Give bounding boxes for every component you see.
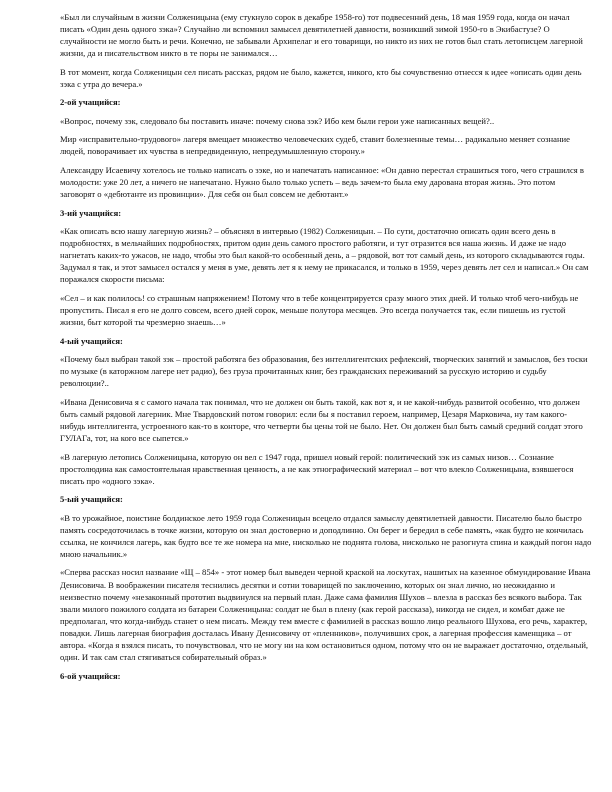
paragraph: «Сперва рассказ носил название «Щ – 854» - этот номер был выведен черной краской на лоскутах, нашитых на казенное обмундирование Ивана Денисовича. В воображении писателя теснились десятки и сотни товарищей по заключению, которых он знал лично, но неожиданно и неизвестно почему «незаконный прототип выдвинулся на первый план. Даже сама фамилия Шухов – влезла в рассказ без всякого выбора. Так звали милого пожилого солдата из батареи Солженицына: солдат не был в плену (как герой рассказа), никогда не сидел, и комбат даже не предполагал, что когда-нибудь станет о нем писать. Между тем вместе с фамилией в рассказ вошло лицо реального Шухова, его речь, характер, повадки. Лишь лагерная биография досталась Ивану Денисовичу от «пленников», получивших срок, а лагерная профессия каменщика – от автора. «Когда я взялся писать, то почувствовал, что не могу ни на ком остановиться одном, потому что он не выражает достаточно, отдельный, один. И так сам стал стягиваться собирательный образ.»	[60, 567, 591, 663]
paragraph: «Ивана Денисовича я с самого начала так понимал, что не должен он быть такой, как вот я, и не какой-нибудь развитой особенно, что должен быть самый рядовой лагерник. Мне Твардовский потом говорил: если бы я поставил героем, например, Цезаря Марковича, ну там какого-нибудь интеллигента, устроенного как-то в конторе, что четверти бы цены той не было. Нет. Он должен был быть самый средний солдат этого ГУЛАГа, тот, на кого все сыпется.»	[60, 396, 583, 444]
paragraph: В тот момент, когда Солженицын сел писать рассказ, рядом не было, кажется, никого, кто бы сочувственно отнесся к идее «описать один день зэка с утра до вечера.»	[60, 66, 582, 89]
section-heading: 5-ый учащийся:	[60, 494, 123, 505]
section-heading: 2-ой учащийся:	[60, 97, 121, 108]
paragraph: «Был ли случайным в жизни Солженицына (ему стукнуло сорок в декабре 1958-го) тот подвесенний день, 18 мая 1959 года, когда он начал писать «Один день одного зэка»? Случайно ли вспомнил замысел девятилетней давности, возникший зимой 1950-го в Экибастузе? О случайности не могло быть и речи. Конечно, не забывали Архипелаг и его товарищи, но никто из них не готов был стать летописцем лагерной жизни, да и писательством никто в те поры не занимался…	[60, 12, 583, 59]
section-heading: 6-ой учащийся:	[60, 670, 121, 681]
paragraph: «Сел – и как полилось! со страшным напряжением! Потому что в тебе концентрируется сразу много этих дней. И только чтоб чего-нибудь не пропустить. Писал я его не долго совсем, всего дней сорок, меньше полутора месяцев. Это всегда получается так, если пишешь из густой жизни, быт которой ты чрезмерно знаешь…»	[60, 292, 579, 328]
section-heading: 4-ый учащийся:	[60, 335, 123, 346]
section-heading: 3-ий учащийся:	[60, 207, 122, 218]
paragraph: «В то урожайное, поистине болдинское лето 1959 года Солженицын всецело отдался замыслу девятилетней давности. Писателю было быстро память сосредоточилась в точке жизни, которую он знал достоверно и доподлинно. Он берег и бередил в себе память, «как будто не кончилась ссылка, не кончился лагерь, как будто все те же номера на мне, нисколько не поднята голова, нисколько не разогнута спина и каждый погон надо мною начальник.»	[60, 512, 592, 559]
paragraph: «Вопрос, почему зэк, следовало бы поставить иначе: почему снова зэк? Ибо кем были герои уже написанных вещей?..	[60, 115, 495, 126]
paragraph: Мир «исправительно-трудового» лагеря вмещает множество человеческих судеб, ставит болезненные темы… радикально меняет сознание людей, поворачивает их чувства в непредвиденную, непредумышленную сторону.»	[60, 134, 570, 157]
paragraph: Александру Исаевичу хотелось не только написать о зэке, но и напечатать написанное: «Он давно перестал страшиться того, чего страшился в молодости: уже 20 лет, а ничего не напечатано. Нужно было только успеть – ведь зачем-то была ему дарована вторая жизнь. Это потом заговорят о «дебютанте из провинции». Для себя он был совсем не дебютант.»	[60, 164, 584, 200]
paragraph: «Как описать всю нашу лагерную жизнь? – объяснял в интервью (1982) Солженицын. – По сути, достаточно описать один всего день в подробностях, в мельчайших подробностях, притом один день самого простого работяги, и тут отразится вся наша жизнь. И даже не надо нагнетать каких-то ужасов, не надо, чтобы это был какой-то особенный день, а – рядовой, вот тот самый день, из которого складываются годы. Задумал я так, и этот замысел остался у меня в уме, девять лет я к нему не прикасался, и только в 1959, через девять лет сел и написал.» Он сам поражался скорости письма:	[60, 226, 589, 285]
paragraph: «Почему был выбран такой зэк – простой работяга без образования, без интеллигентских рефлексий, творческих занятий и замыслов, без тоски по музыке (в каторжном лагере нет радио), без груза прочитанных книг, без гражданских переживаний за русскую историю и судьбу революции?..	[60, 354, 588, 389]
paragraph: «В лагерную летопись Солженицына, которую он вел с 1947 года, пришел новый герой: политический зэк из самых низов… Сознание простолюдина как самостоятельная нравственная ценность, а не как этнографический материал – вот что влекло Солженицына, взявшегося писать про «одного зэка».	[60, 451, 574, 486]
